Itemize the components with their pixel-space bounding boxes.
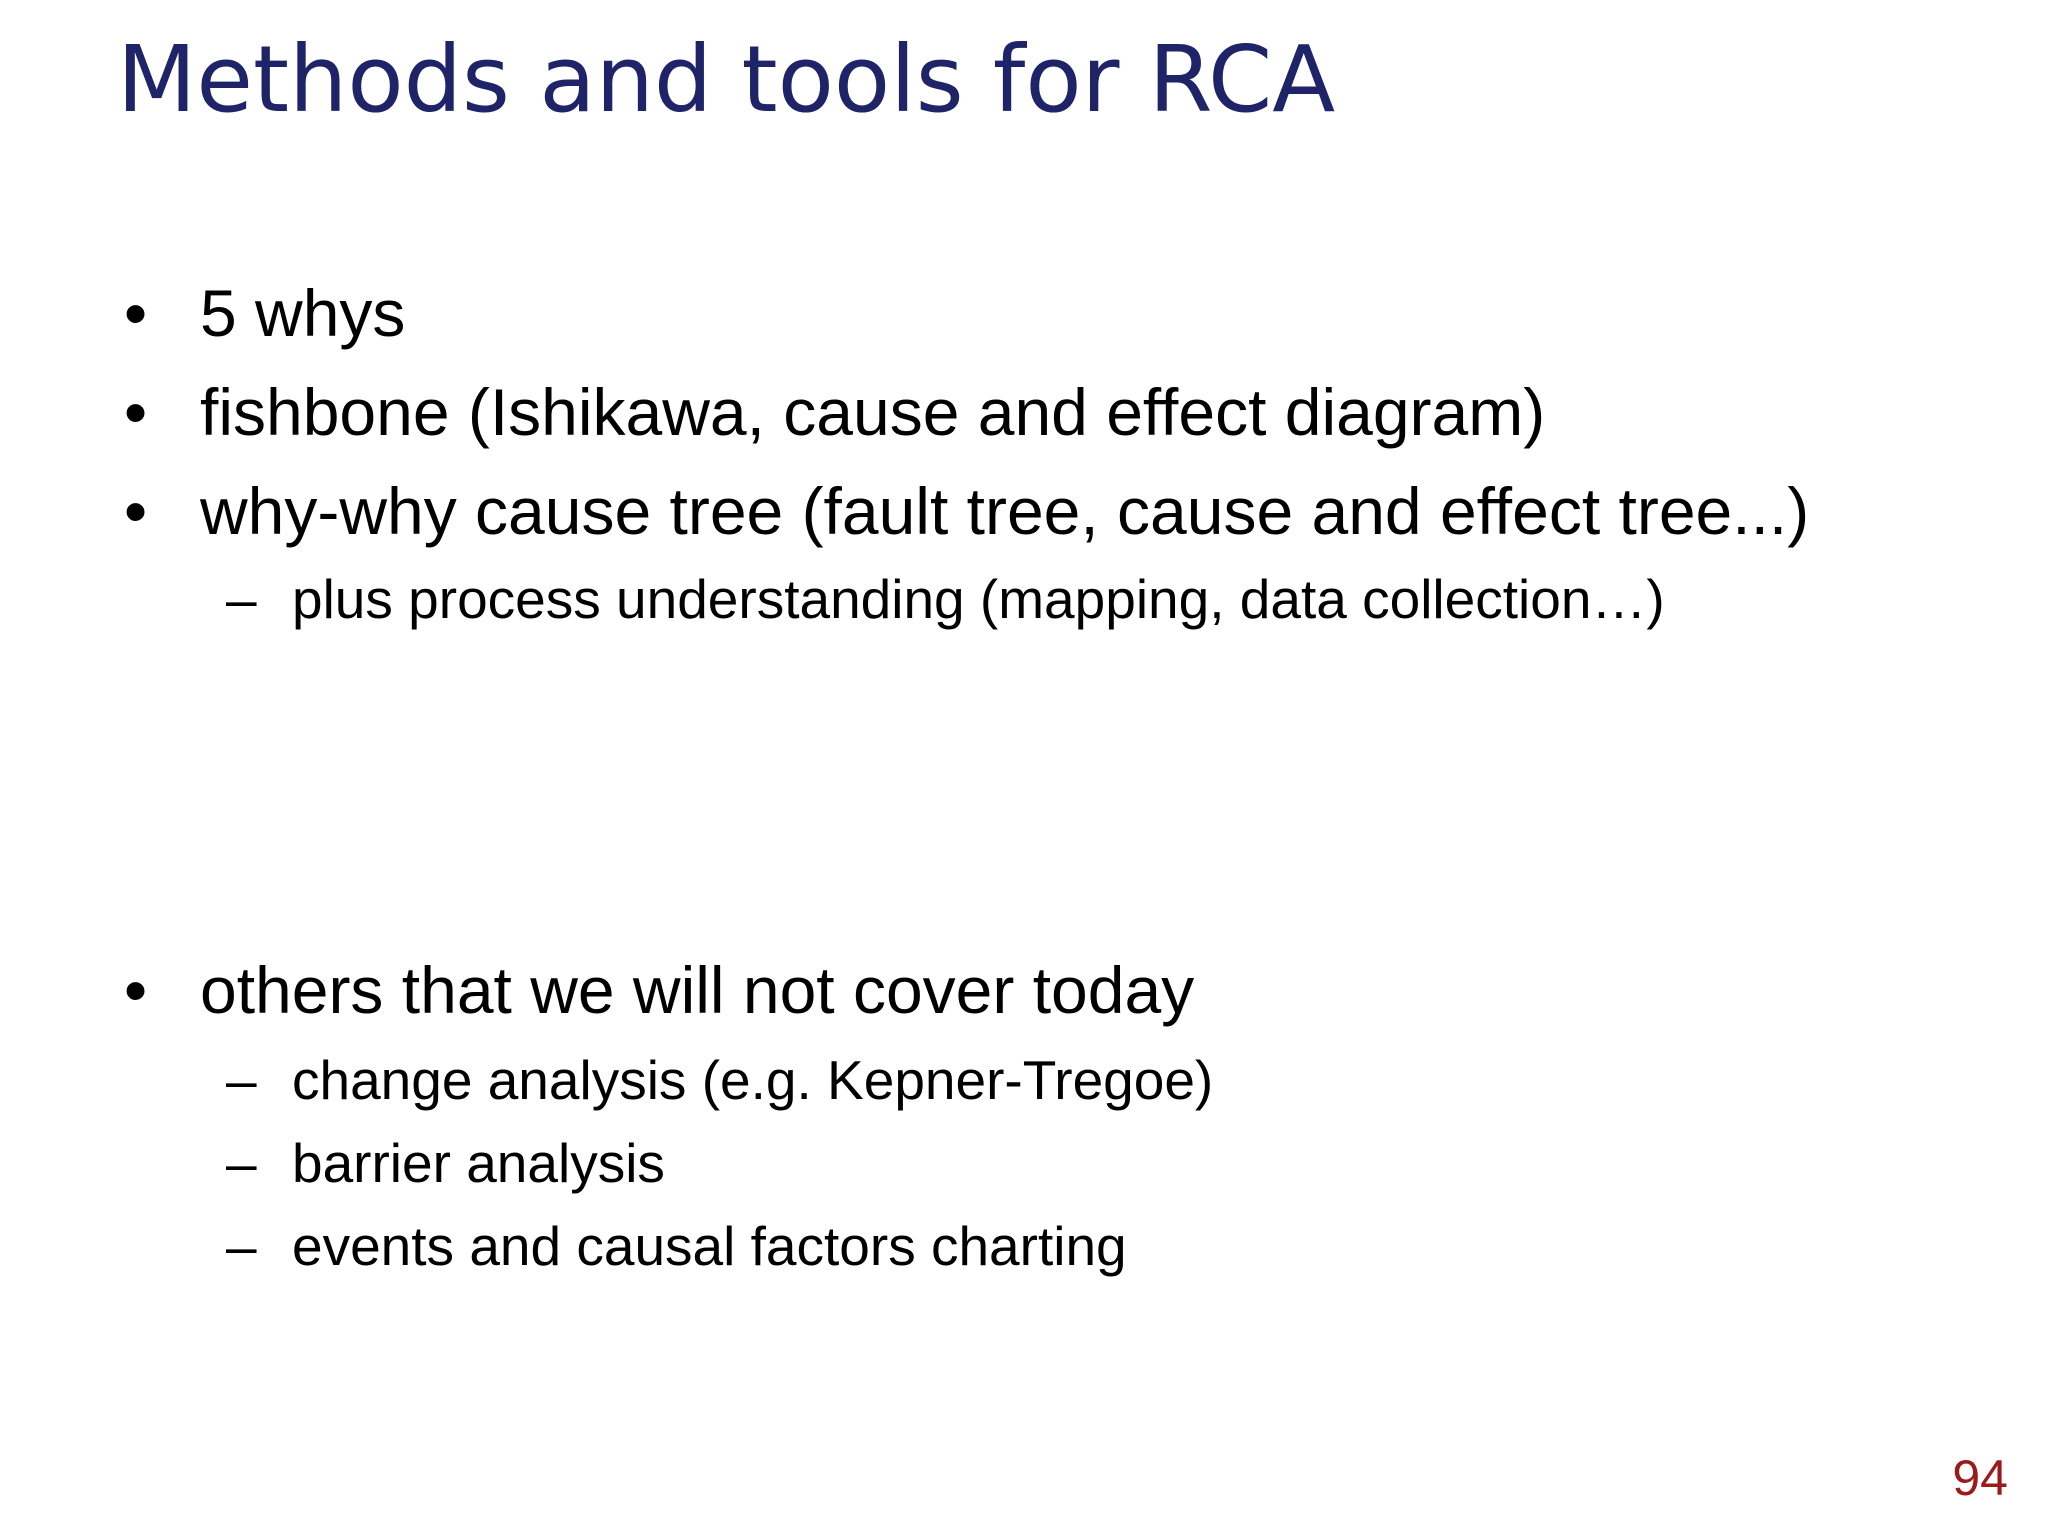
bullet-text: others that we will not cover today	[200, 953, 1195, 1027]
slide-title: Methods and tools for RCA	[117, 26, 1336, 133]
sub-bullet-text: barrier analysis	[292, 1132, 665, 1194]
bullet-icon: •	[124, 953, 148, 1027]
page-number: 94	[1952, 1450, 2008, 1506]
dash-icon: –	[226, 1215, 257, 1277]
sub-bullet-text: change analysis (e.g. Kepner-Tregoe)	[292, 1049, 1214, 1111]
dash-icon: –	[226, 568, 257, 630]
bullet-icon: •	[124, 375, 148, 449]
bullet-icon: •	[124, 276, 148, 350]
bullet-icon: •	[124, 474, 148, 548]
bullet-text: 5 whys	[200, 276, 406, 350]
dash-icon: –	[226, 1132, 257, 1194]
bullet-text: fishbone (Ishikawa, cause and effect diagram)	[200, 375, 1546, 449]
bullet-text: why-why cause tree (fault tree, cause and effect tree...)	[200, 474, 1810, 548]
sub-bullet-text: events and causal factors charting	[292, 1215, 1127, 1277]
sub-bullet-text: plus process understanding (mapping, data collection…)	[292, 568, 1665, 630]
dash-icon: –	[226, 1049, 257, 1111]
